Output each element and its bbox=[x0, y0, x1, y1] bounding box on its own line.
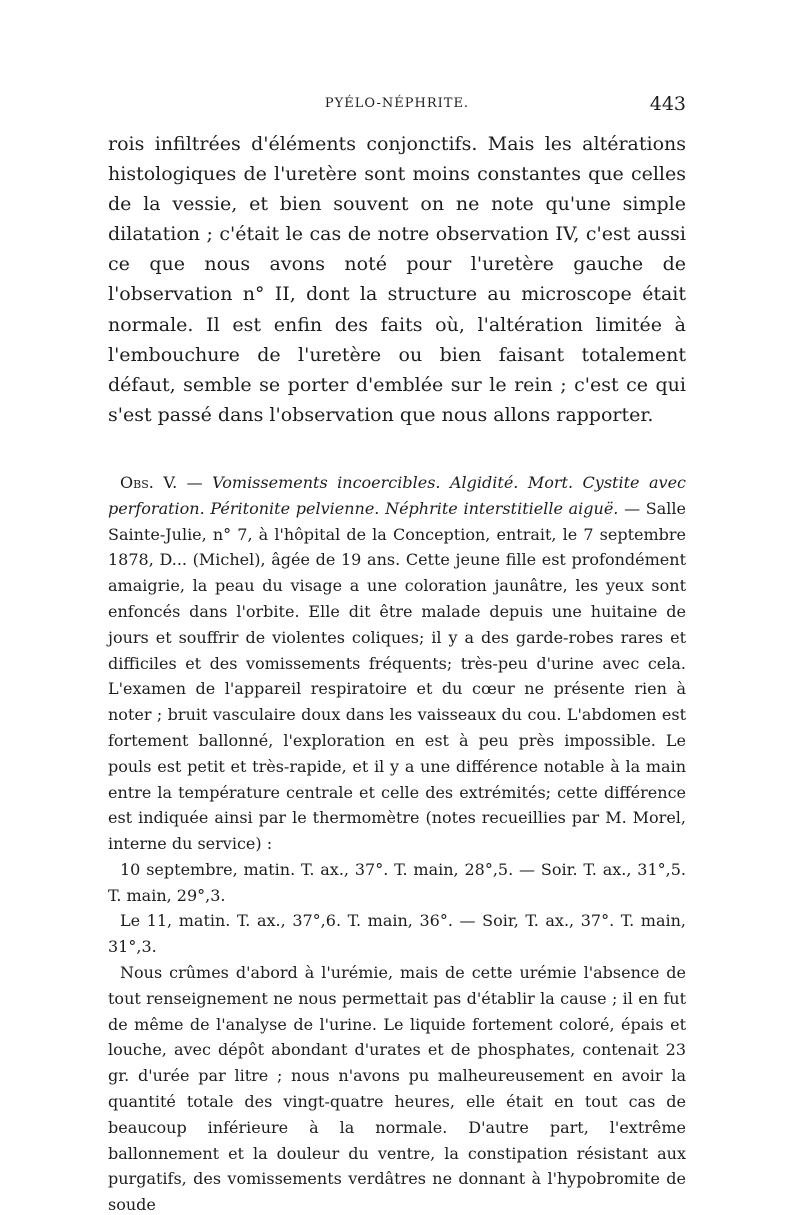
paragraph-continued: rois infiltrées d'éléments conjonctifs. Mais les altérations histologiques de l'uretère sont moins constantes que celles de la vessie, et bien souvent on ne note qu'une simple dilatation ; c'était le cas de notre observation IV, c'est aussi ce que nous avons noté pour l'uretère gauche de l'observation n° II, dont la structure au microscope était normale. Il est enfin des faits où, l'altération limitée à l'embouchure de l'uretère ou bien faisant totalement défaut, semble se porter d'emblée sur le rein ; c'est ce qui s'est passé dans l'observation que nous allons rapporter. bbox=[108, 133, 686, 426]
observation-title: Vomissements incoercibles. Algidité. Mort. Cystite avec perforation. Péritonite pelvienne. Néphrite interstitielle aiguë. bbox=[108, 472, 686, 518]
page-number: 443 bbox=[649, 93, 686, 115]
observation-label: Obs. V. bbox=[120, 472, 178, 492]
temperature-note-10: 10 septembre, matin. T. ax., 37°. T. main, 28°,5. — Soir. T. ax., 31°,5. T. main, 29°,3. bbox=[108, 859, 686, 905]
running-title: PYÉLO-NÉPHRITE. bbox=[324, 96, 470, 111]
observation-text: — Salle Sainte-Julie, n° 7, à l'hôpital de la Conception, entrait, le 7 septembre 1878, D... (Michel), âgée de 19 ans. Cette jeune fille est profondément amaigrie, la peau du visage a une coloration jaunâtre, les yeux sont enfoncés dans l'orbite. Elle dit être malade depuis une huitaine de jours et souffrir de violentes coliques; il y a des garde-robes rares et difficiles et des vomissements fréquents; très-peu d'urine avec cela. L'examen de l'appareil respiratoire et du cœur ne présente rien à noter ; bruit vasculaire doux dans les vaisseaux du cou. L'abdomen est fortement ballonné, l'exploration en est à peu près impossible. Le pouls est petit et très-rapide, et il y a une différence notable à la main entre la température centrale et celle des extrémités; cette différence est indiquée ainsi par le thermomètre (notes recueillies par M. Morel, interne du service) : bbox=[108, 498, 687, 854]
observation-paragraph bbox=[108, 470, 686, 857]
text-block bbox=[108, 129, 686, 1215]
observation-dash: — bbox=[177, 472, 213, 492]
running-head bbox=[108, 94, 686, 116]
diagnosis-paragraph: Nous crûmes d'abord à l'urémie, mais de cette urémie l'absence de tout renseignement ne nous permettait pas d'établir la cause ; il en fut de même de l'analyse de l'urine. Le liquide fortement coloré, épais et louche, avec dépôt abondant d'urates et de phosphates, contenait 23 gr. d'urée par litre ; nous n'avons pu malheureusement en avoir la quantité totale des vingt-quatre heures, elle était en tout cas de beaucoup inférieure à la normale. D'autre part, l'extrême ballonnement et la douleur du ventre, la constipation résistant aux purgatifs, des vomissements verdâtres ne donnant à l'hypobromite de soude bbox=[108, 963, 686, 1215]
temperature-note-11: Le 11, matin. T. ax., 37°,6. T. main, 36°. — Soir, T. ax., 37°. T. main, 31°,3. bbox=[108, 911, 686, 957]
